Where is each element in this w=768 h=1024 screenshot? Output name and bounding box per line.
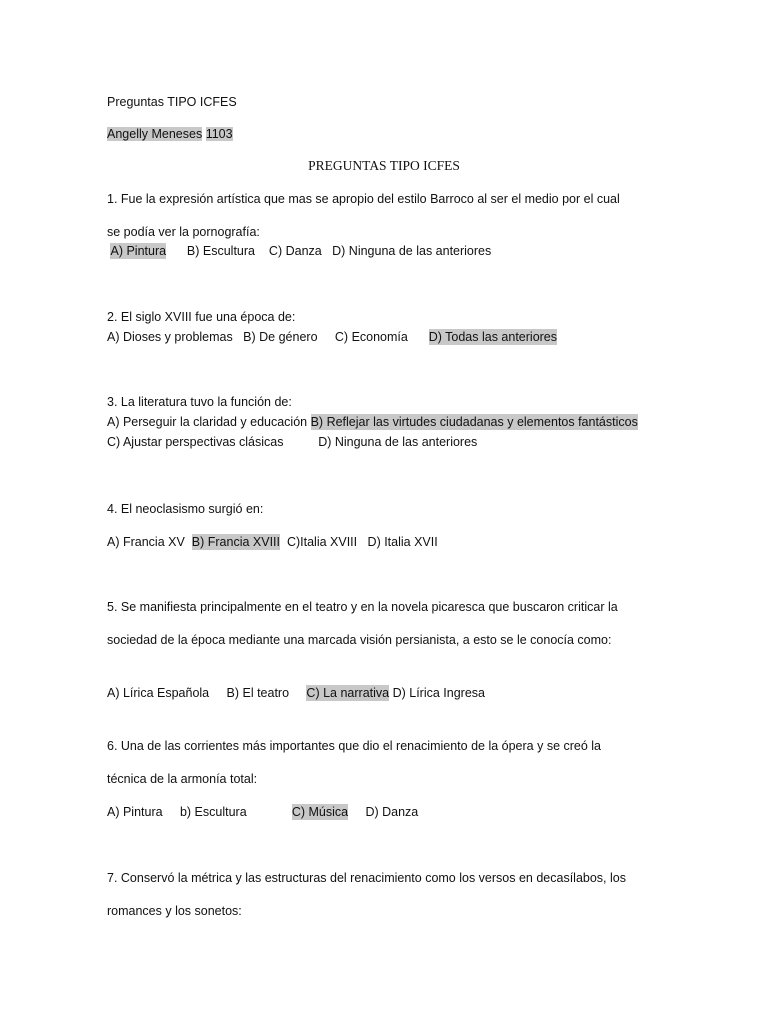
question-4-options	[107, 534, 438, 550]
question-1-option-a: A) Pintura	[110, 244, 167, 258]
question-1-option-d: D) Ninguna de las anteriores	[332, 244, 492, 258]
question-1-option-c: C) Danza	[268, 244, 322, 258]
question-3-option-c: C) Ajustar perspectivas clásicas	[107, 435, 284, 449]
question-2-option-c: C) Economía	[334, 330, 408, 344]
question-6-option-c: C) Música	[291, 805, 349, 819]
question-3-options-row-2	[107, 434, 477, 450]
question-3-option-a: A) Perseguir la claridad y educación	[107, 415, 308, 429]
question-1-option-b: B) Escultura	[186, 244, 256, 258]
author-group: 1103	[205, 127, 233, 141]
question-5-text-line-1: 5. Se manifiesta principalmente en el teatro y en la novela picaresca que buscaron criticar la	[107, 600, 618, 614]
question-5-option-a: A) Lírica Española	[107, 686, 210, 700]
question-4-option-a: A) Francia XV	[107, 535, 185, 549]
question-6-options	[107, 804, 418, 820]
question-1-text-line-2: se podía ver la pornografía:	[107, 225, 260, 239]
question-5-text-line-2: sociedad de la época mediante una marcada visión persianista, a esto se le conocía como:	[107, 633, 612, 647]
question-3-options-row-1	[107, 414, 638, 430]
author-line	[107, 126, 233, 142]
question-3-text: 3. La literatura tuvo la función de:	[107, 395, 292, 409]
question-4-option-d: D) Italia XVII	[367, 535, 438, 549]
question-6-option-b: b) Escultura	[179, 805, 247, 819]
question-5-options	[107, 685, 485, 701]
question-2-option-a: A) Dioses y problemas	[107, 330, 233, 344]
question-6-text-line-2: técnica de la armonía total:	[107, 772, 258, 786]
question-2-text: 2. El siglo XVIII fue una época de:	[107, 310, 296, 324]
question-7-text-line-1: 7. Conservó la métrica y las estructuras del renacimiento como los versos en decasílabos, los	[107, 871, 626, 885]
question-6-option-a: A) Pintura	[107, 805, 163, 819]
question-1-text-line-1: 1. Fue la expresión artística que mas se apropio del estilo Barroco al ser el medio por el cual	[107, 192, 620, 206]
question-4-option-b: B) Francia XVIII	[191, 535, 280, 549]
question-6-text-line-1: 6. Una de las corrientes más importantes que dio el renacimiento de la ópera y se creó la	[107, 739, 602, 753]
question-2-option-d: D) Todas las anteriores	[428, 330, 558, 344]
question-6-option-d: D) Danza	[365, 805, 419, 819]
question-3-option-b: B) Reflejar las virtudes ciudadanas y elementos fantásticos	[310, 415, 638, 429]
question-4-text: 4. El neoclasismo surgió en:	[107, 502, 264, 516]
question-2-option-b: B) De género	[243, 330, 318, 344]
centered-title: PREGUNTAS TIPO ICFES	[308, 158, 460, 173]
question-3-option-d: D) Ninguna de las anteriores	[318, 435, 478, 449]
question-1-options	[107, 243, 491, 259]
question-5-option-c: C) La narrativa	[306, 686, 390, 700]
question-5-option-b: B) El teatro	[226, 686, 290, 700]
question-4-option-c: C)Italia XVIII	[286, 535, 358, 549]
question-2-options	[107, 329, 557, 345]
document-title: Preguntas TIPO ICFES	[107, 95, 237, 109]
question-5-option-d: D) Lírica Ingresa	[392, 686, 485, 700]
author-name: Angelly Meneses	[107, 127, 203, 141]
question-7-text-line-2: romances y los sonetos:	[107, 904, 242, 918]
